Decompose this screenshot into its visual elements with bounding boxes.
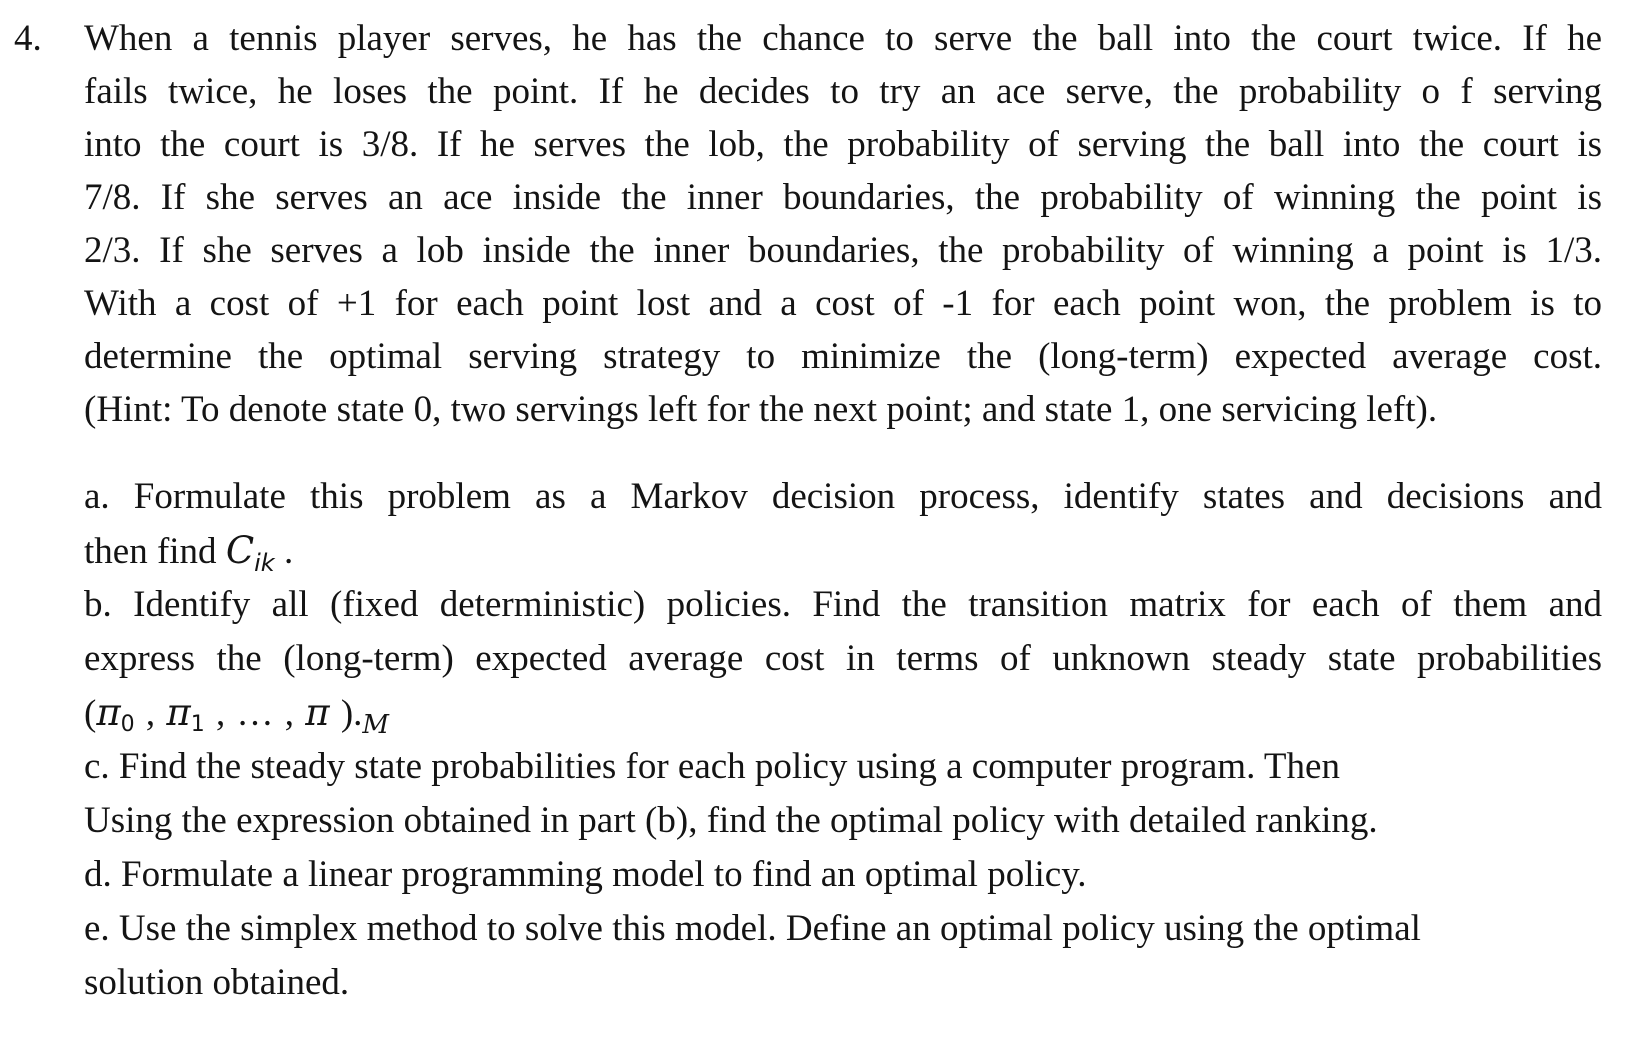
pi-symbol: π [166, 691, 191, 734]
part-c-line: c. Find the steady state probabilities for each policy using a computer program. Then [84, 746, 1340, 787]
part-e-line: solution obtained. [84, 962, 350, 1003]
pi-close-paren: ). [340, 693, 363, 734]
pi-comma: , [145, 693, 156, 734]
statement-line: fails twice, he loses the point. If he decides to try an ace serve, the probability o f serving [84, 71, 1602, 112]
pi-subscript: 1 [190, 712, 205, 737]
question-number: 4. [14, 18, 42, 59]
part-d-line: d. Formulate a linear programming model to find an optimal policy. [84, 854, 1087, 895]
pi-symbol: π [96, 691, 121, 734]
part-c-line: Using the expression obtained in part (b), find the optimal policy with detailed ranking. [84, 800, 1378, 841]
statement-line: determine the optimal serving strategy to minimize the (long-term) expected average cost. [84, 336, 1602, 377]
part-b-line: b. Identify all (fixed deterministic) policies. Find the transition matrix for each of them and [84, 584, 1602, 625]
pi-symbol: π [305, 691, 330, 734]
statement-line: When a tennis player serves, he has the chance to serve the ball into the court twice. If he [84, 18, 1602, 59]
part-a-period: . [274, 531, 294, 572]
part-a-text: then find [84, 531, 217, 572]
cost-subscript: ik [254, 549, 275, 577]
statement-line: 7/8. If she serves an ace inside the inner boundaries, the probability of winning the point is [84, 177, 1602, 218]
pi-subscript: 0 [120, 712, 135, 737]
pi-last-subscript: M [362, 710, 390, 740]
statement-line: into the court is 3/8. If he serves the lob, the probability of serving the ball into the court is [84, 124, 1602, 165]
part-e-line: e. Use the simplex method to solve this model. Define an optimal policy using the optimal [84, 908, 1421, 949]
pi-ellipsis: … [236, 693, 274, 734]
statement-line: With a cost of +1 for each point lost and a cost of -1 for each point won, the problem is to [84, 283, 1602, 324]
question-parts [84, 470, 1602, 1010]
part-a-line: a. Formulate this problem as a Markov decision process, identify states and decisions and [84, 476, 1602, 517]
part-b-line: express the (long-term) expected average cost in terms of unknown steady state probabilities [84, 638, 1602, 679]
hint-line: (Hint: To denote state 0, two servings left for the next point; and state 1, one servicing left). [84, 389, 1438, 430]
cost-symbol: C [225, 529, 255, 572]
pi-open-paren: ( [84, 693, 97, 734]
steady-state-vector [84, 686, 1602, 740]
statement-line: 2/3. If she serves a lob inside the inner boundaries, the probability of winning a point is 1/3. [84, 230, 1602, 271]
part-a-line [84, 524, 1602, 578]
pi-comma: , [284, 693, 294, 734]
problem-statement [84, 12, 1602, 436]
pi-comma: , [215, 693, 226, 734]
